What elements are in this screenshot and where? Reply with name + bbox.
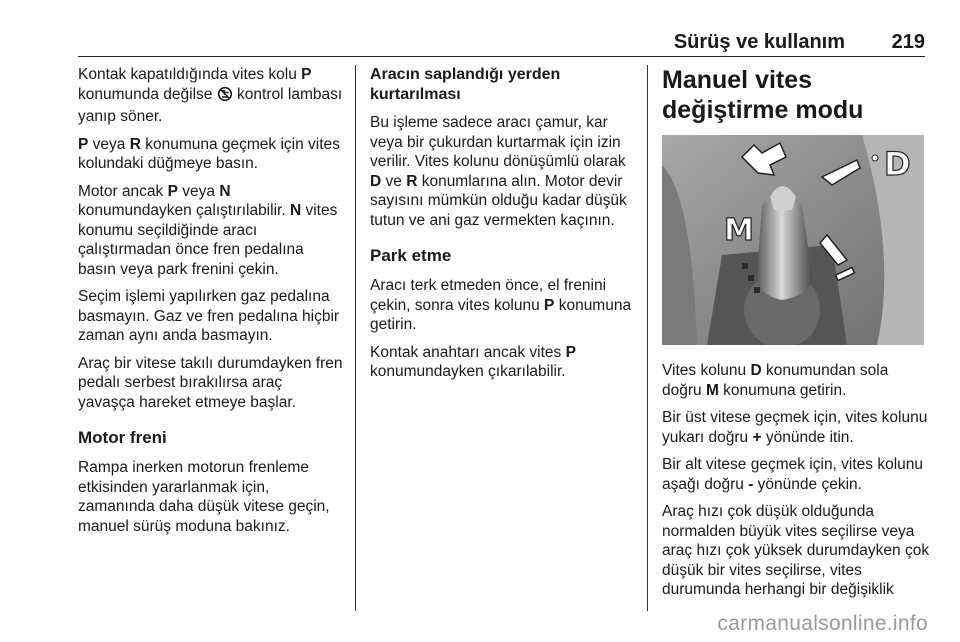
page-header bbox=[78, 30, 925, 57]
column-2 bbox=[370, 65, 635, 390]
paragraph: Kontak kapatıldığında vites kolu P konumunda değilse kontrol lambası yanıp söner. bbox=[78, 66, 343, 125]
paragraph: Bir üst vitese geçmek için, vites kolunu yukarı doğru + yönünde itin. bbox=[662, 409, 928, 446]
paragraph: Seçim işlemi yapılırken gaz pedalına basmayın. Gaz ve fren pedalına hiçbir zaman aynı anda basmayın. bbox=[78, 288, 340, 344]
gear-lever-photo bbox=[662, 135, 924, 345]
paragraph: Araç hızı çok düşük olduğunda normalden büyük vites seçilirse veya araç hızı çok yüksek durumdayken çok düşük bir vites seçilirse, vites durumunda herhangi bir değişiklik bbox=[662, 503, 930, 598]
paragraph: Kontak anahtarı ancak vites P konumundayken çıkarılabilir. bbox=[370, 343, 576, 380]
paragraph: Rampa inerken motorun frenleme etkisinden yararlanmak için, zamanında daha düşük vitese geçin, manuel sürüş moduna bakınız. bbox=[78, 459, 330, 535]
paragraph: Bu işleme sadece aracı çamur, kar veya bir çukurdan kurtarmak için izin verilir. Vites kolunu dönüşümlü olarak D ve R konumlarına alın. Motor devir sayısını mümkün olduğu kadar düşük tutun ve ani gaz vermekten kaçının. bbox=[370, 114, 627, 229]
column-3 bbox=[662, 65, 930, 608]
paragraph: Araç bir vitese takılı durumdayken fren pedalı serbest bırakılırsa araç yavaşça hareket etmeye başlar. bbox=[78, 354, 343, 411]
section-title: Sürüş ve kullanım bbox=[673, 31, 845, 53]
paragraph: Vites kolunu D konumundan sola doğru M konumuna getirin. bbox=[662, 362, 889, 399]
watermark: carmanualsonline.info bbox=[717, 612, 928, 635]
page-number: 219 bbox=[891, 31, 925, 53]
column-1 bbox=[78, 65, 343, 544]
paragraph: Motor ancak P veya N konumundayken çalıştırılabilir. N vites konumu seçildiğinde aracı çalıştırmadan önce fren pedalına basın veya park frenini çekin. bbox=[78, 182, 338, 278]
figure-label-m: M bbox=[724, 213, 754, 248]
figure-label-d: D bbox=[884, 145, 911, 183]
section-heading: Aracın saplandığı yerden kurtarılması bbox=[370, 66, 561, 103]
paragraph: Aracı terk etmeden önce, el frenini çekin, sonra vites kolunu P konumuna getirin. bbox=[370, 277, 632, 333]
section-heading: Motor freni bbox=[78, 428, 167, 447]
paragraph: Bir alt vitese geçmek için, vites kolunu aşağı doğru - yönünde çekin. bbox=[662, 456, 924, 493]
paragraph: P veya R konumuna geçmek için vites kolundaki düğmeye basın. bbox=[78, 135, 340, 172]
gearbox-warning-lamp-icon bbox=[217, 86, 233, 108]
column-divider-1 bbox=[355, 65, 356, 611]
section-heading: Manuel vites değiştirme modu bbox=[662, 66, 864, 124]
section-heading: Park etme bbox=[370, 246, 452, 265]
column-divider-2 bbox=[647, 65, 648, 611]
